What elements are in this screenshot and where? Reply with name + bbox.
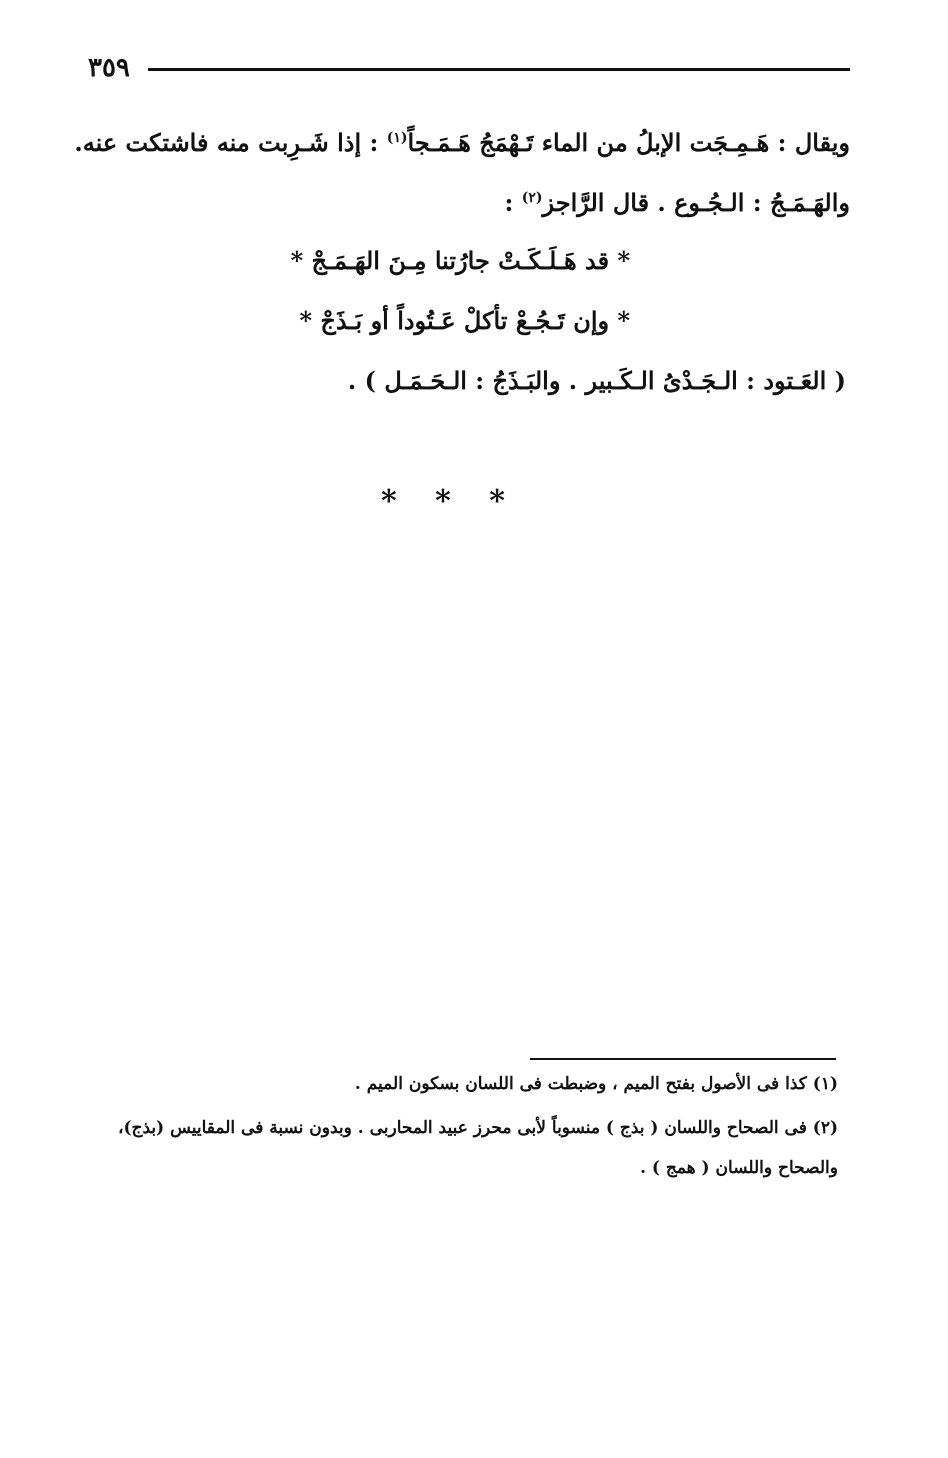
verse-line-1: * قد هَـلَـكَـتْ جارُتنا مِـنَ الهَـمَـجْ * <box>290 246 630 275</box>
paragraph-line-1 <box>74 128 850 157</box>
footnote-ref-2: (٢) <box>521 190 543 206</box>
line2-text: والهَـمَـجُ : الـجُـوع . قال الرَّاجز <box>542 188 850 217</box>
footnote-1: (١) كذا فى الأصول بفتح الميم ، وضبطت فى اللسان بسكون الميم . <box>354 1074 838 1094</box>
footnote-ref-1: (١) <box>386 130 408 146</box>
paragraph-line-2 <box>88 188 850 217</box>
footnote-2-continued: والصحاح واللسان ( همج ) . <box>640 1158 838 1178</box>
verse-line-2: * وإن تَـجُـعْ تأكلْ عَـتُوداً أو بَـذَجْ * <box>299 306 630 335</box>
line2-tail: : <box>504 188 522 217</box>
line1-tail: : إذا شَـرِبت منه فاشتكت عنه. <box>74 128 387 157</box>
footnote-2: (٢) فى الصحاح واللسان ( بذج ) منسوباً لأبى محرز عبيد المحاربى . وبدون نسبة فى المقاييس (بذج)، <box>117 1118 838 1138</box>
line1-text: ويقال : هَـمِـجَت الإبلُ من الماء تَـهْمَجُ هَـمَـجاً <box>407 128 850 157</box>
section-separator: * * * <box>381 484 519 519</box>
page-number: ٣٥٩ <box>88 53 130 83</box>
gloss-line: ( العَـتود : الـجَـدْىُ الـكَـبير . والبَـذَجُ : الـحَـمَـل ) . <box>347 366 846 395</box>
page-header <box>88 48 850 88</box>
header-rule <box>148 68 850 71</box>
footnote-rule <box>530 1058 836 1060</box>
